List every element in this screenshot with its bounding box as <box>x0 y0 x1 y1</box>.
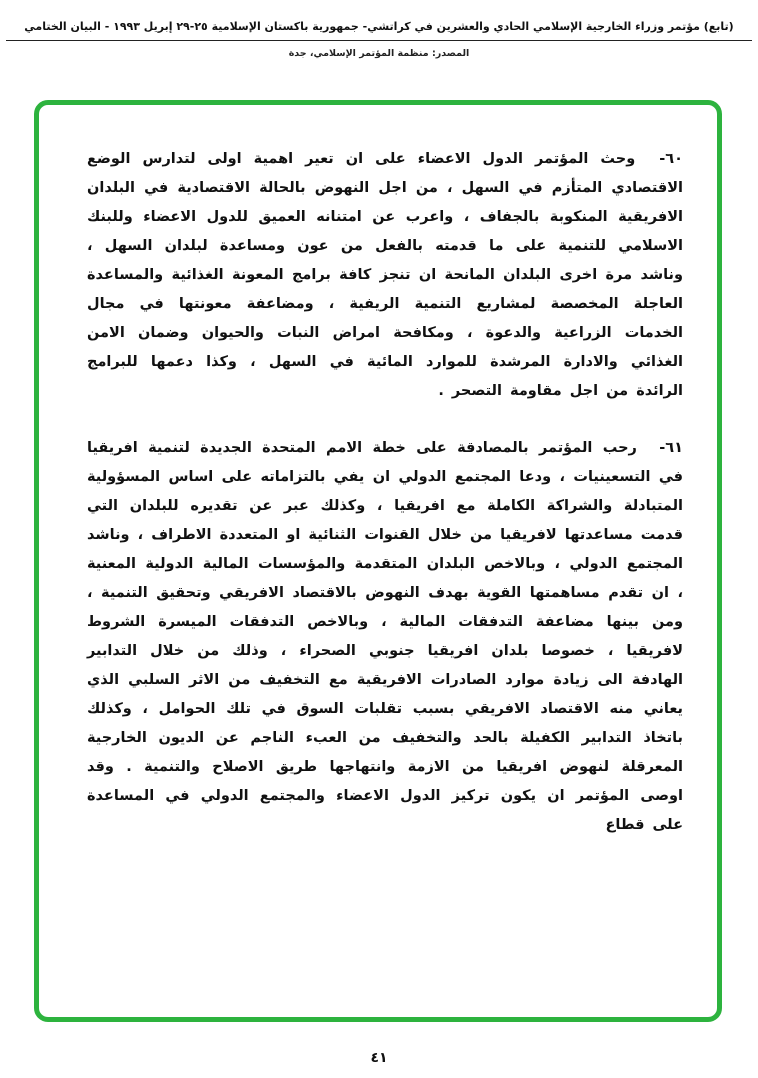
paragraph-60 <box>87 145 683 406</box>
document-source: المصدر: منظمة المؤتمر الإسلامي، جدة <box>288 48 470 59</box>
page-number: ٤١ <box>370 1050 388 1066</box>
paragraph-60-text: وحث المؤتمر الدول الاعضاء على ان تعير اهمية اولى لتدارس الوضع الاقتصادي المتأزم في السهل ، من اجل النهوض بالحالة الاقتصادية في البلدان الافريقية المنكوبة بالجفاف ، واعرب عن امتنانه العميق للدول الاعضاء وللبنك الاسلامي للتنمية على ما قدمته بالفعل من عون ومساعدة لبلدان السهل ، وناشد مرة اخرى البلدان المانحة ان تنجز كافة برامج المعونة الغذائية والمساعدة العاجلة المخصصة لمشاريع التنمية الريفية ، ومضاعفة معونتها في مجال الخدمات الزراعية والدعوة ، ومكافحة امراض النبات والحيوان وضمان الامن الغذائي والادارة المرشدة للموارد المائية في السهل ، وكذا دعمها للبرامج الرائدة من اجل مقاومة التصحر . <box>87 151 683 399</box>
paragraph-61 <box>87 434 683 840</box>
paragraph-61-number: ٦١- <box>659 440 683 456</box>
content-frame <box>34 100 722 1022</box>
document-title: (تابع) مؤتمر وزراء الخارجية الإسلامي الحادي والعشرين في كراتشي- جمهورية باكستان الإسلامية ٢٥-٢٩ إبريل ١٩٩٣ - البيان الختامي <box>6 20 752 41</box>
paragraph-60-number: ٦٠- <box>659 151 683 167</box>
document-footer <box>0 1047 758 1066</box>
paragraph-61-text: رحب المؤتمر بالمصادقة على خطة الامم المتحدة الجديدة لتنمية افريقيا في التسعينيات ، ودعا المجتمع الدولي ان يفي بالتزاماته على اساس المسؤولية المتبادلة والشراكة الكاملة مع افريقيا ، وكذلك عبر عن تقديره للبلدان التي قدمت مساعدتها لافريقيا من خلال القنوات الثنائية او المتعددة الاطراف ، وناشد المجتمع الدولي ، وبالاخص البلدان المتقدمة والمؤسسات المالية الدولية المعنية ، ان تقدم مساهمتها القوية بهدف النهوض بالاقتصاد الافريقي وتحقيق التنمية ، ومن بينها مضاعفة التدفقات المالية ، وبالاخص التدفقات الميسرة الشروط لافريقيا ، خصوصا بلدان افريقيا جنوبي الصحراء ، وذلك من خلال التدابير الهادفة الى زيادة موارد الصادرات الافريقية مع التخفيف من الاثر السلبي الذي يعاني منه الاقتصاد الافريقي بسبب تقلبات السوق في تلك الحوامل ، وكذلك باتخاذ التدابير الكفيلة بالحد والتخفيف من العبء الناجم عن الديون الخارجية المعرقلة لنهوض افريقيا من الازمة وانتهاجها طريق الاصلاح والتنمية . وقد اوصى المؤتمر ان يكون تركيز الدول الاعضاء والمجتمع الدولي في المساعدة على قطاع <box>87 440 683 833</box>
document-header <box>6 20 752 59</box>
